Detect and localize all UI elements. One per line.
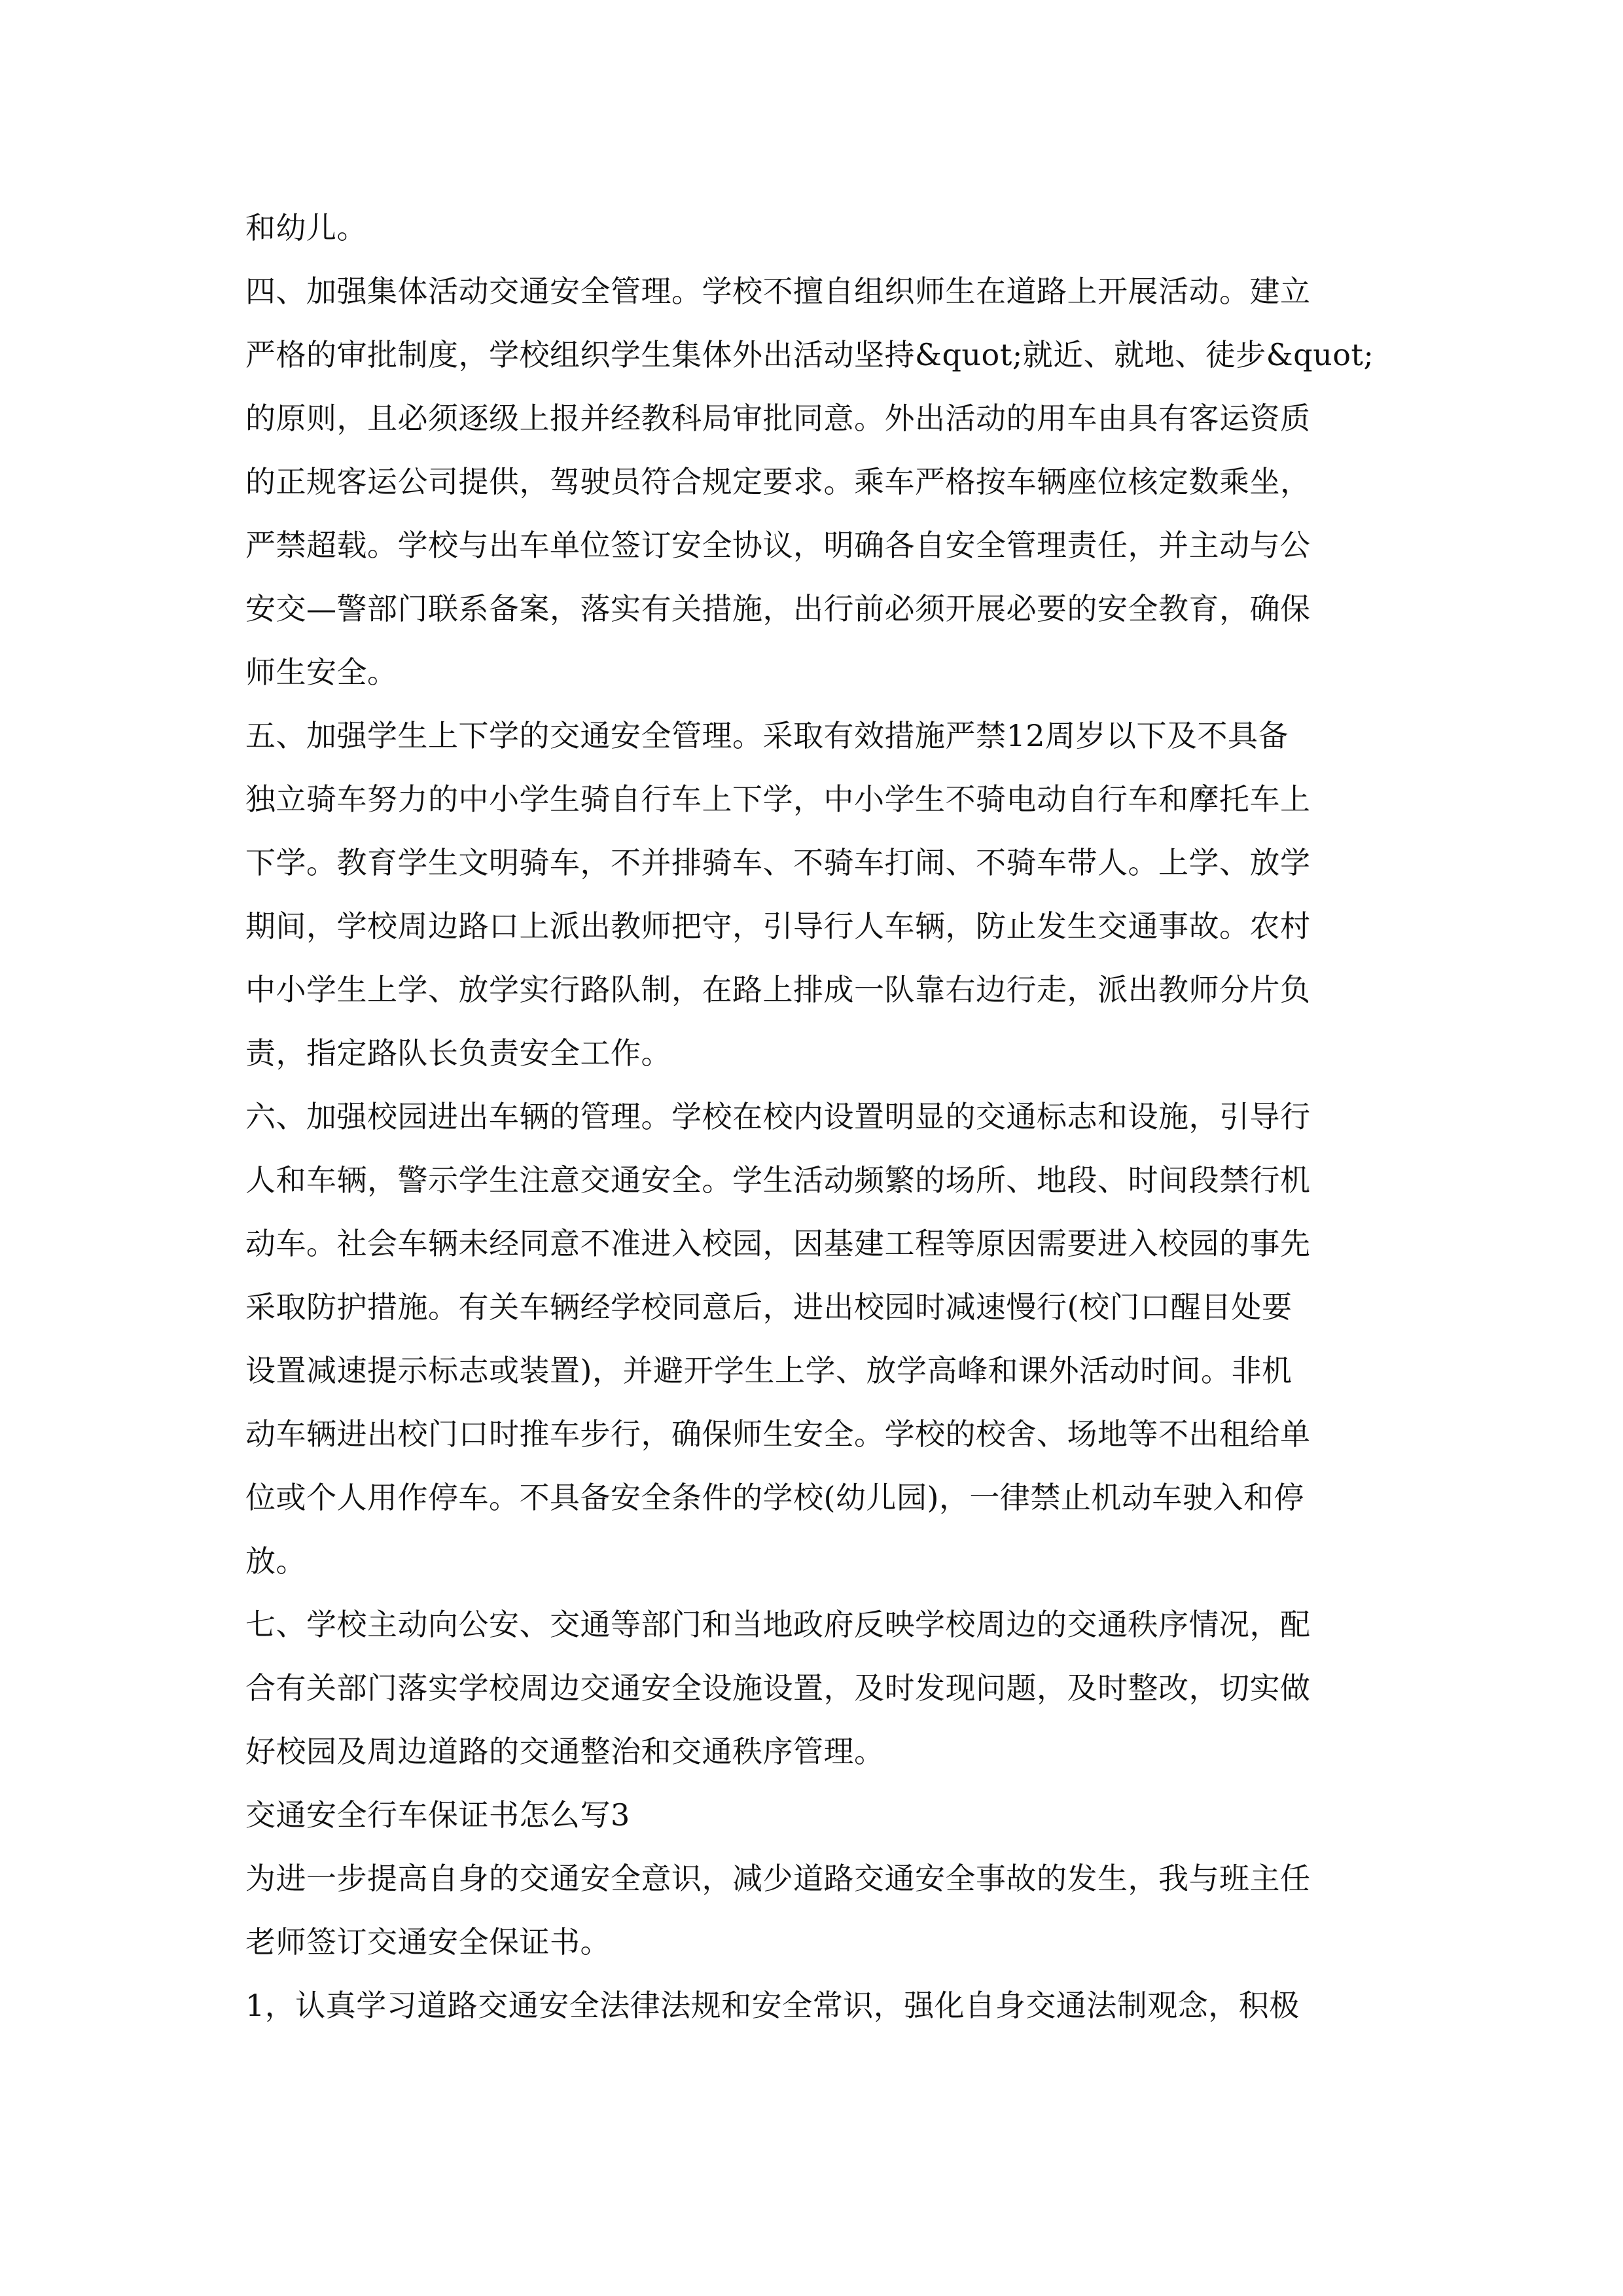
- document-body: [245, 196, 1397, 2037]
- text-line: 期间，学校周边路口上派出教师把守，引导行人车辆，防止发生交通事故。农村: [245, 908, 1311, 944]
- text-line: 和幼儿。: [245, 210, 367, 245]
- section-heading: 交通安全行车保证书怎么写3: [245, 1797, 630, 1833]
- text-line: 下学。教育学生文明骑车，不并排骑车、不骑车打闹、不骑车带人。上学、放学: [245, 845, 1311, 880]
- text-line: 老师签订交通安全保证书。: [245, 1924, 611, 1960]
- text-line: 动车。社会车辆未经同意不准进入校园，因基建工程等原因需要进入校园的事先: [245, 1226, 1311, 1261]
- text-line: 中小学生上学、放学实行路队制，在路上排成一队靠右边行走，派出教师分片负: [245, 972, 1311, 1007]
- text-line: 六、加强校园进出车辆的管理。学校在校内设置明显的交通标志和设施，引导行: [245, 1099, 1311, 1134]
- text-line: 四、加强集体活动交通安全管理。学校不擅自组织师生在道路上开展活动。建立: [245, 274, 1311, 309]
- text-line: 师生安全。: [245, 655, 398, 690]
- text-line: 七、学校主动向公安、交通等部门和当地政府反映学校周边的交通秩序情况，配: [245, 1607, 1311, 1642]
- text-line: 动车辆进出校门口时推车步行，确保师生安全。学校的校舍、场地等不出租给单: [245, 1416, 1311, 1452]
- text-line: 位或个人用作停车。不具备安全条件的学校(幼儿园)，一律禁止机动车驶入和停: [245, 1480, 1304, 1515]
- text-line: 安交—警部门联系备案，落实有关措施，出行前必须开展必要的安全教育，确保: [245, 591, 1311, 626]
- text-line: 的正规客运公司提供，驾驶员符合规定要求。乘车严格按车辆座位核定数乘坐，: [245, 464, 1311, 499]
- text-line: 的原则，且必须逐级上报并经教科局审批同意。外出活动的用车由具有客运资质: [245, 401, 1311, 436]
- text-line: 严禁超载。学校与出车单位签订安全协议，明确各自安全管理责任，并主动与公: [245, 528, 1311, 563]
- text-line: 合有关部门落实学校周边交通安全设施设置，及时发现问题，及时整改，切实做: [245, 1670, 1311, 1706]
- text-line: 1，认真学习道路交通安全法律法规和安全常识，强化自身交通法制观念，积极: [245, 1988, 1300, 2023]
- text-line: 严格的审批制度，学校组织学生集体外出活动坚持&quot;就近、就地、徒步&quot;: [245, 337, 1374, 372]
- text-line: 五、加强学生上下学的交通安全管理。采取有效措施严禁12周岁以下及不具备: [245, 718, 1289, 753]
- text-line: 好校园及周边道路的交通整治和交通秩序管理。: [245, 1734, 885, 1769]
- text-line: 为进一步提高自身的交通安全意识，减少道路交通安全事故的发生，我与班主任: [245, 1861, 1311, 1896]
- text-line: 采取防护措施。有关车辆经学校同意后，进出校园时减速慢行(校门口醒目处要: [245, 1289, 1293, 1325]
- text-line: 责，指定路队长负责安全工作。: [245, 1035, 671, 1071]
- text-line: 放。: [245, 1543, 306, 1579]
- text-line: 人和车辆，警示学生注意交通安全。学生活动频繁的场所、地段、时间段禁行机: [245, 1162, 1311, 1198]
- text-line: 独立骑车努力的中小学生骑自行车上下学，中小学生不骑电动自行车和摩托车上: [245, 781, 1311, 817]
- text-line: 设置减速提示标志或装置)，并避开学生上学、放学高峰和课外活动时间。非机: [245, 1353, 1293, 1388]
